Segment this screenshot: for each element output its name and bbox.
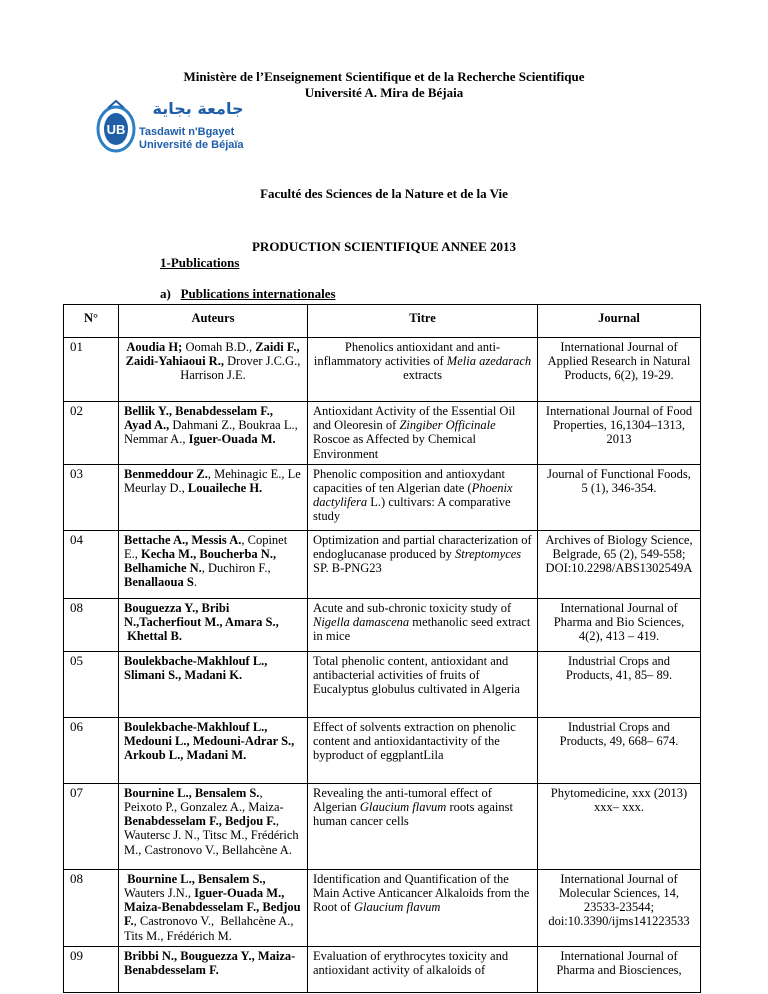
production-heading: PRODUCTION SCIENTIFIQUE ANNEE 2013: [251, 239, 516, 254]
ministry-heading: Ministère de l’Enseignement Scientifique et de la Recherche Scientifique: [183, 69, 585, 84]
row-journal: International Journal of Pharma and Biosciences,: [538, 946, 701, 992]
row-authors: Boulekbache-Makhlouf L., Medouni L., Medouni-Adrar S., Arkoub L., Madani M.: [119, 717, 308, 783]
row-number: 03: [64, 464, 119, 530]
row-number: 08: [64, 869, 119, 946]
row-title: Revealing the anti-tumoral effect of Algerian Glaucium flavum roots against human cancer cells: [308, 783, 538, 869]
row-number: 04: [64, 530, 119, 598]
university-heading: Université A. Mira de Béjaia: [304, 85, 464, 100]
table-row: [64, 338, 701, 402]
svg-text:Université de Béjaïa: Université de Béjaïa: [139, 139, 244, 151]
section-publications: 1-Publications: [160, 255, 240, 270]
table-row: [64, 530, 701, 598]
row-journal: Industrial Crops and Products, 41, 85– 89.: [538, 651, 701, 717]
faculty-heading: Faculté des Sciences de la Nature et de la Vie: [260, 186, 508, 201]
row-authors: Aoudia H; Oomah B.D., Zaidi F., Zaidi-Yahiaoui R., Drover J.C.G., Harrison J.E.: [119, 338, 308, 402]
row-title: Effect of solvents extraction on phenolic content and antioxidantactivity of the byproduct of eggplantLila: [308, 717, 538, 783]
row-authors: Bournine L., Bensalem S., Wauters J.N., Iguer-Ouada M., Maiza-Benabdesselam F., Bedjou F., Castronovo V., Bellahcène A., Tits M., Frédérich M.: [119, 869, 308, 946]
university-logo: [94, 98, 259, 154]
svg-text:جامعة بجاية: جامعة بجاية: [152, 99, 244, 118]
row-title: Evaluation of erythrocytes toxicity and antioxidant activity of alkaloids of: [308, 946, 538, 992]
row-number: 07: [64, 783, 119, 869]
column-header-journal: Journal: [538, 305, 701, 338]
university-logo-graphic: [94, 98, 259, 154]
row-title: Phenolic composition and antioxydant capacities of ten Algerian date (Phoenix dactylifera L.) cultivars: A comparative study: [308, 464, 538, 530]
table-row: [64, 869, 701, 946]
table-row: [64, 946, 701, 992]
row-authors: Bournine L., Bensalem S., Peixoto P., Gonzalez A., Maiza-Benabdesselam F., Bedjou F., Wautersc J. N., Titsc M., Frédérich M., Castronovo V., Bellahcène A.: [119, 783, 308, 869]
row-authors: Boulekbache-Makhlouf L., Slimani S., Madani K.: [119, 651, 308, 717]
row-number: 05: [64, 651, 119, 717]
row-number: 09: [64, 946, 119, 992]
row-title: Phenolics antioxidant and anti-inflammatory activities of Melia azedarach extracts: [308, 338, 538, 402]
row-authors: Benmeddour Z., Mehinagic E., Le Meurlay D., Louaileche H.: [119, 464, 308, 530]
svg-text:UB: UB: [106, 122, 126, 137]
column-header-title: Titre: [308, 305, 538, 338]
row-title: Total phenolic content, antioxidant and antibacterial activities of fruits of Eucalyptus globulus cultivated in Algeria: [308, 651, 538, 717]
row-journal: International Journal of Molecular Sciences, 14, 23533-23544; doi:10.3390/ijms141223533: [538, 869, 701, 946]
row-authors: Bribbi N., Bouguezza Y., Maiza-Benabdesselam F.: [119, 946, 308, 992]
row-authors: Bettache A., Messis A., Copinet E., Kecha M., Boucherba N., Belhamiche N., Duchiron F., Benallaoua S.: [119, 530, 308, 598]
row-journal: Industrial Crops and Products, 49, 668– 674.: [538, 717, 701, 783]
row-journal: Archives of Biology Science, Belgrade, 65 (2), 549-558; DOI:10.2298/ABS1302549A: [538, 530, 701, 598]
row-number: 02: [64, 402, 119, 465]
subsection-prefix: a): [160, 286, 171, 301]
row-authors: Bellik Y., Benabdesselam F., Ayad A., Dahmani Z., Boukraa L., Nemmar A., Iguer-Ouada M.: [119, 402, 308, 465]
subsection-international: [160, 286, 336, 302]
row-authors: Bouguezza Y., Bribi N.,Tacherfiout M., Amara S., Khettal B.: [119, 598, 308, 651]
row-title: Acute and sub-chronic toxicity study of Nigella damascena methanolic seed extract in mice: [308, 598, 538, 651]
column-header-number: N°: [64, 305, 119, 338]
table-row: [64, 598, 701, 651]
row-journal: Phytomedicine, xxx (2013) xxx– xxx.: [538, 783, 701, 869]
publications-table: [63, 304, 701, 993]
row-journal: Journal of Functional Foods, 5 (1), 346-354.: [538, 464, 701, 530]
column-header-authors: Auteurs: [119, 305, 308, 338]
row-title: Identification and Quantification of the Main Active Anticancer Alkaloids from the Root of Glaucium flavum: [308, 869, 538, 946]
row-journal: International Journal of Pharma and Bio Sciences, 4(2), 413 – 419.: [538, 598, 701, 651]
row-number: 01: [64, 338, 119, 402]
row-number: 08: [64, 598, 119, 651]
row-journal: International Journal of Food Properties, 16,1304–1313, 2013: [538, 402, 701, 465]
table-row: [64, 402, 701, 465]
table-row: [64, 651, 701, 717]
svg-text:Tasdawit n'Bgayet: Tasdawit n'Bgayet: [139, 126, 235, 138]
table-row: [64, 464, 701, 530]
table-header-row: [64, 305, 701, 338]
table-row: [64, 717, 701, 783]
table-row: [64, 783, 701, 869]
subsection-title: Publications internationales: [180, 286, 336, 301]
row-number: 06: [64, 717, 119, 783]
row-title: Antioxidant Activity of the Essential Oil and Oleoresin of Zingiber Officinale Roscoe as Affected by Chemical Environment: [308, 402, 538, 465]
row-title: Optimization and partial characterization of endoglucanase produced by Streptomyces SP. B-PNG23: [308, 530, 538, 598]
row-journal: International Journal of Applied Research in Natural Products, 6(2), 19-29.: [538, 338, 701, 402]
